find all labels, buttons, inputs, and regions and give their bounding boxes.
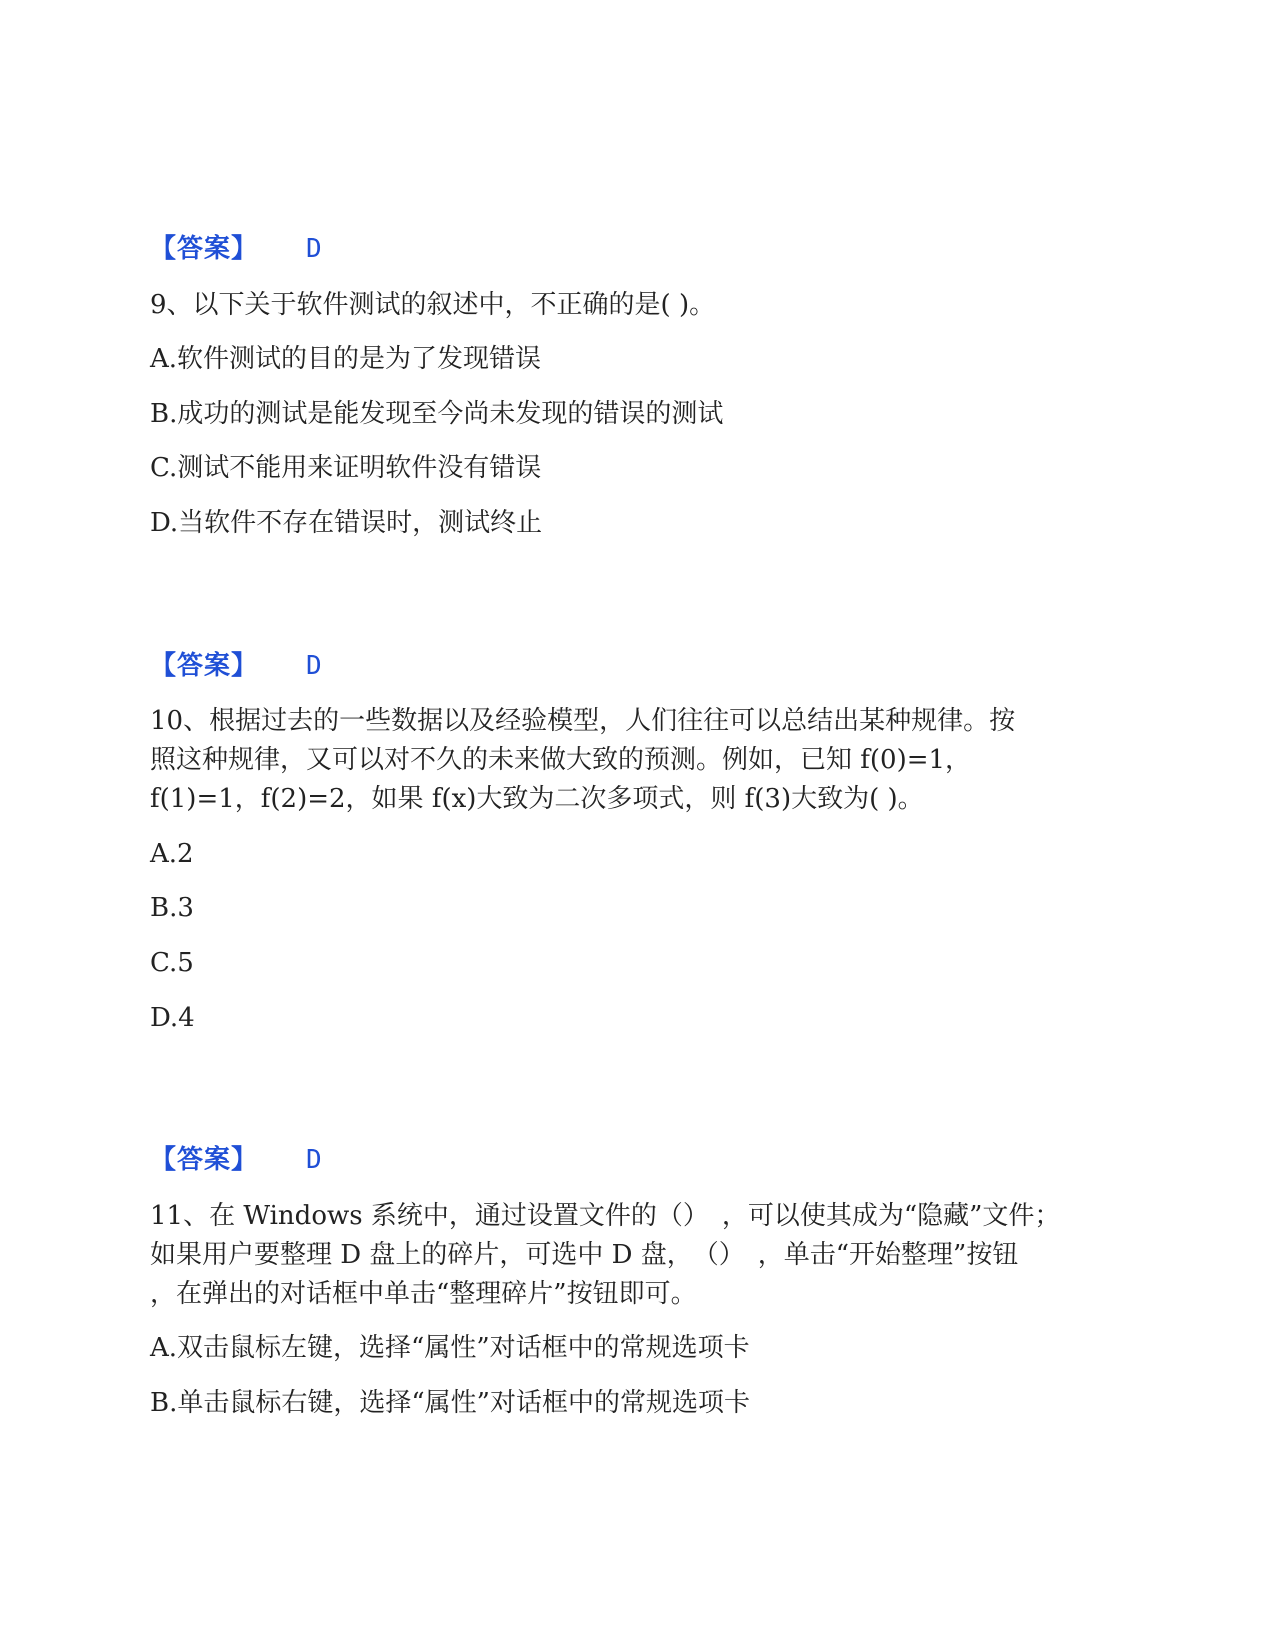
answer-value: D — [306, 1145, 322, 1175]
question-10-option-d: D.4 — [150, 1003, 195, 1033]
answer-label: 【答案】 — [150, 651, 259, 681]
question-10-option-c: C.5 — [150, 948, 194, 978]
question-11-option-b: B.单击鼠标右键，选择“属性”对话框中的常规选项卡 — [150, 1388, 750, 1418]
question-10-option-b: B.3 — [150, 893, 194, 923]
answer-line-9 — [150, 651, 322, 681]
question-11-stem-line-3: ，在弹出的对话框中单击“整理碎片”按钮即可。 — [150, 1279, 697, 1309]
answer-label: 【答案】 — [150, 1145, 259, 1175]
answer-line-8 — [150, 234, 322, 264]
question-10-stem-line-1: 10、根据过去的一些数据以及经验模型，人们往往可以总结出某种规律。按 — [150, 706, 1016, 736]
question-9-option-a: A.软件测试的目的是为了发现错误 — [150, 344, 542, 374]
answer-line-10 — [150, 1145, 322, 1175]
question-9-option-b: B.成功的测试是能发现至今尚未发现的错误的测试 — [150, 399, 724, 429]
question-9-option-d: D.当软件不存在错误时，测试终止 — [150, 508, 543, 538]
question-10-stem-line-2: 照这种规律，又可以对不久的未来做大致的预测。例如，已知 f(0)=1， — [150, 745, 972, 775]
question-11-option-a: A.双击鼠标左键，选择“属性”对话框中的常规选项卡 — [150, 1333, 750, 1363]
question-11-stem-line-2: 如果用户要整理 D 盘上的碎片，可选中 D 盘， （） ，单击“开始整理”按钮 — [150, 1240, 1019, 1270]
question-10-option-a: A.2 — [150, 839, 194, 869]
question-10-stem-line-3: f(1)=1，f(2)=2，如果 f(x)大致为二次多项式，则 f(3)大致为( )。 — [150, 784, 924, 814]
question-11-stem-line-1: 11、在 Windows 系统中，通过设置文件的（） ，可以使其成为“隐藏”文件； — [150, 1201, 1061, 1231]
question-9-option-c: C.测试不能用来证明软件没有错误 — [150, 453, 542, 483]
question-9-stem: 9、以下关于软件测试的叙述中，不正确的是( )。 — [150, 290, 716, 320]
answer-value: D — [306, 234, 322, 264]
answer-value: D — [306, 651, 322, 681]
answer-label: 【答案】 — [150, 234, 259, 264]
